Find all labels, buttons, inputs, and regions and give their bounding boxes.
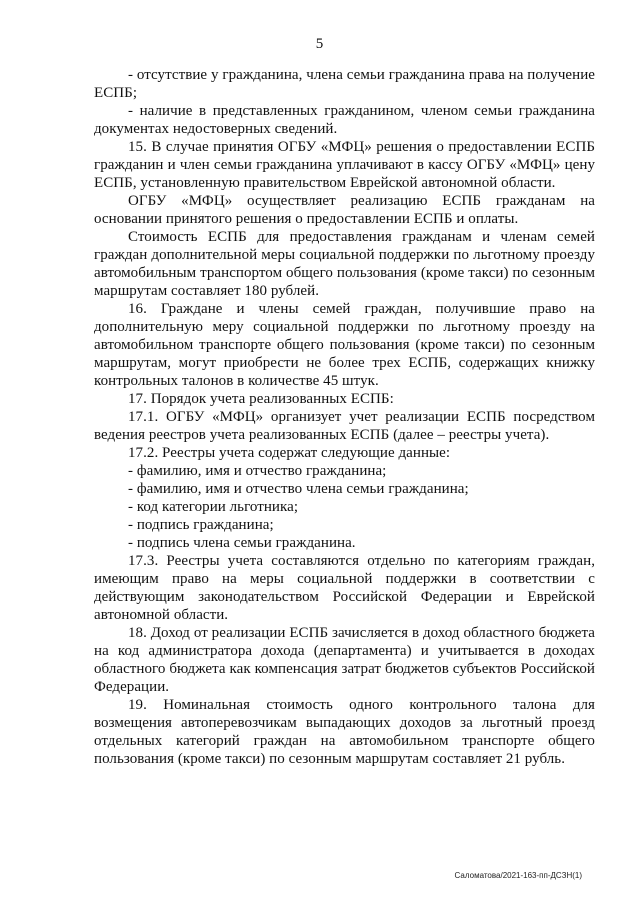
document-footer-code: Саломатова/2021-163-пп-ДСЗН(1) — [454, 871, 582, 880]
paragraph-17-1: 17.1. ОГБУ «МФЦ» организует учет реализации ЕСПБ посредством ведения реестров учета реализованных ЕСПБ (далее – реестры учета). — [94, 409, 595, 443]
list-item-category-code: - код категории льготника; — [128, 499, 299, 515]
paragraph-espb-cost: Стоимость ЕСПБ для предоставления гражданам и членам семей граждан дополнительной меры социальной поддержки по льготному проезду автомобильным транспортом общего пользования (кроме такси) по сезонным маршрутам составляет 180 рублей. — [94, 229, 595, 299]
paragraph-17-2: 17.2. Реестры учета содержат следующие данные: — [128, 445, 451, 461]
paragraph-17-3: 17.3. Реестры учета составляются отдельно по категориям граждан, имеющим право на меры социальной поддержки в соответствии с действующим законодательством Российской Федерации и Еврейской автономной области. — [94, 553, 595, 623]
paragraph-false-documents: - наличие в представленных гражданином, членом семьи гражданина документах недостоверных сведений. — [94, 103, 595, 137]
paragraph-no-right: - отсутствие у гражданина, члена семьи гражданина права на получение ЕСПБ; — [94, 67, 595, 101]
paragraph-18: 18. Доход от реализации ЕСПБ зачисляется в доход областного бюджета на код администратора дохода (департамента) и учитывается в доходах областного бюджета как компенсация затрат бюджетов субъектов Российской Федерации. — [94, 625, 595, 695]
list-item-family-member-name: - фамилию, имя и отчество члена семьи гражданина; — [128, 481, 469, 497]
paragraph-19: 19. Номинальная стоимость одного контрольного талона для возмещения автоперевозчикам выпадающих доходов за льготный проезд отдельных категорий граждан на автомобильном транспорте общего пользования (кроме такси) по сезонным маршрутам составляет 21 рубль. — [94, 697, 595, 767]
list-item-citizen-name: - фамилию, имя и отчество гражданина; — [128, 463, 387, 479]
document-body — [94, 66, 595, 768]
paragraph-mfc-sales: ОГБУ «МФЦ» осуществляет реализацию ЕСПБ гражданам на основании принятого решения о предоставлении ЕСПБ и оплаты. — [94, 193, 595, 227]
list-item-family-member-signature: - подпись члена семьи гражданина. — [128, 535, 356, 551]
list-item-citizen-signature: - подпись гражданина; — [128, 517, 274, 533]
paragraph-16: 16. Граждане и члены семей граждан, получившие право на дополнительную меру социальной поддержки по льготному проезду на автомобильном транспорте общего пользования (кроме такси) по сезонным маршрутам, могут приобрести не более трех ЕСПБ, содержащих книжку контрольных талонов в количестве 45 штук. — [94, 301, 595, 389]
paragraph-17: 17. Порядок учета реализованных ЕСПБ: — [128, 391, 394, 407]
page-number: 5 — [315, 36, 324, 52]
paragraph-15: 15. В случае принятия ОГБУ «МФЦ» решения о предоставлении ЕСПБ гражданин и член семьи гражданина уплачивают в кассу ОГБУ «МФЦ» цену ЕСПБ, установленную правительством Еврейской автономной области. — [94, 139, 595, 191]
